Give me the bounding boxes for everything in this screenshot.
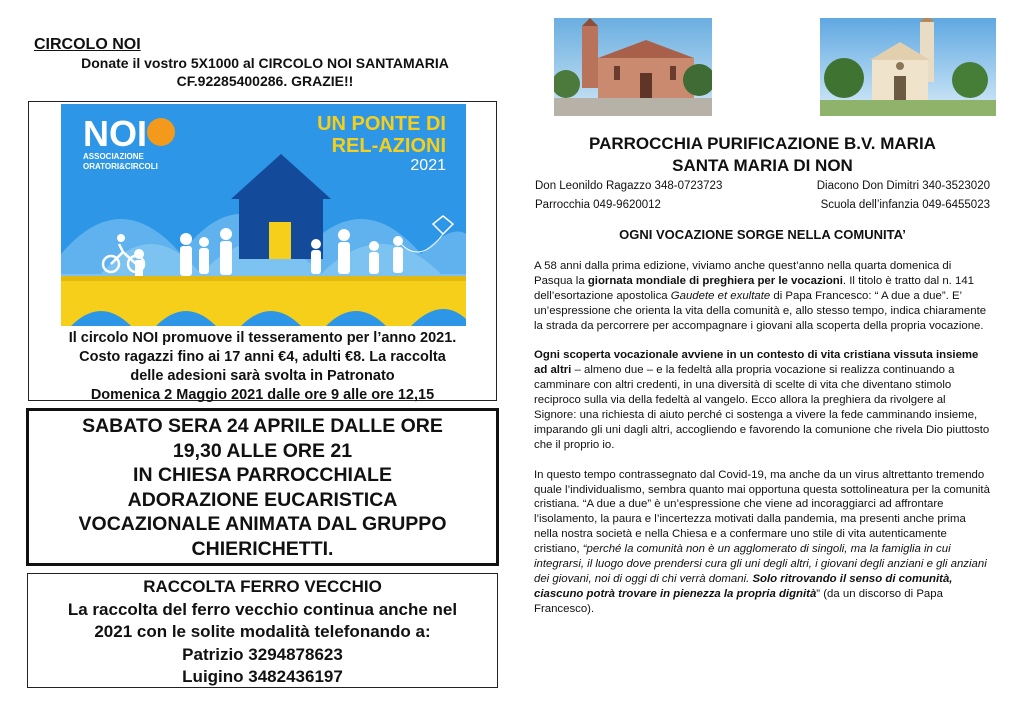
tesseramento-line-3: delle adesioni sarà svolta in Patronato	[130, 368, 395, 384]
p3-bold-italic: Solo ritrovando il senso di comunità, ciascuno potrà trovare in pienezza la propria dignità	[534, 573, 953, 600]
church-photo-1	[554, 18, 712, 116]
ferro-line-5: Luigino 3482436197	[182, 667, 343, 686]
noi-sun-icon	[147, 118, 175, 146]
contact-don: Don Leonildo Ragazzo 348-0723723	[535, 180, 723, 192]
ferro-line-1: RACCOLTA FERRO VECCHIO	[143, 577, 382, 596]
p1-text-e: di Papa Francesco: “ A due a due”. E’ un’espressione che orienta la vita della comunità e, allo stesso tempo, indica chiaramente la strada da percorrere per accompagnare i giovani alla scoperta della propria vocazione.	[534, 289, 987, 332]
noi-box	[28, 101, 497, 401]
parish-name-line-2: SANTA MARIA DI NON	[672, 156, 853, 175]
noi-logo-sub2: ORATORI&CIRCOLI	[83, 162, 158, 171]
parish-name-line-1: PARROCCHIA PURIFICAZIONE B.V. MARIA	[589, 134, 936, 153]
p3-text-a: In questo tempo contrassegnato dal Covid-19, ma anche da un virus altrettanto tremendo quale l’individualismo, sembra quanto mai opportuna questa sottolineatura per la comunità cristiana. “A due a due” è un’espressione che viene ad incoraggiarci ad affrontare l’isolamento, la paura e l’incertezza motivati dalla pandemia, ma presenti anche prima nella nostra società e nella Chiesa e a confermare uno stile di vita autenticamente cristiano,	[534, 468, 990, 556]
tesseramento-text	[29, 329, 496, 405]
donate-line-1: Donate il vostro 5X1000 al CIRCOLO NOI SANTAMARIA	[81, 55, 449, 71]
p3-text-d: ” (da un discorso di Papa Francesco).	[534, 587, 943, 615]
sabato-line-1: SABATO SERA 24 APRILE DALLE ORE	[82, 415, 443, 437]
sabato-line-5: VOCAZIONALE ANIMATA DAL GRUPPO	[78, 513, 447, 535]
article-title: OGNI VOCAZIONE SORGE NELLA COMUNITA’	[619, 227, 906, 242]
contacts-row-1	[535, 177, 990, 196]
adorazione-notice	[26, 408, 499, 566]
tesseramento-line-1: Il circolo NOI promuove il tesseramento per l’anno 2021.	[68, 330, 457, 346]
contact-scuola: Scuola dell’infanzia 049-6455023	[820, 199, 990, 211]
banner-year: 2021	[410, 157, 446, 174]
ferro-line-4: Patrizio 3294878623	[182, 644, 343, 664]
ferro-line-2: La raccolta del ferro vecchio continua anche nel	[67, 599, 458, 619]
ferro-vecchio-notice	[27, 573, 498, 688]
noi-logo-sub1: ASSOCIAZIONE	[83, 152, 144, 161]
noi-logo-text: NOI	[83, 113, 148, 154]
parish-name	[535, 133, 990, 177]
circolo-title: CIRCOLO NOI	[34, 36, 141, 53]
tesseramento-line-4: Domenica 2 Maggio 2021 dalle ore 9 alle ore 12,15	[90, 387, 435, 403]
p1-bold: giornata mondiale di preghiera per le vocazioni	[587, 274, 843, 287]
article-body	[534, 259, 990, 617]
sabato-line-3: IN CHIESA PARROCCHIALE	[133, 464, 392, 486]
donate-line-2: CF.92285400286. GRAZIE!!	[176, 73, 354, 89]
p1-italic: Gaudete et exultate	[670, 289, 771, 302]
contact-parrocchia: Parrocchia 049-9620012	[535, 199, 661, 211]
ferro-line-3: 2021 con le solite modalità telefonando a:	[94, 622, 431, 641]
sabato-line-4: ADORAZIONE EUCARISTICA	[127, 488, 398, 511]
contact-diacono: Diacono Don Dimitri 340-3523020	[816, 180, 990, 192]
tesseramento-line-2: Costo ragazzi fino ai 17 anni €4, adulti €8. La raccolta	[79, 349, 446, 365]
p1-text-a: A 58 anni dalla prima edizione, viviamo anche quest’anno nella quarta domenica di Pasqua la	[534, 260, 952, 287]
sabato-line-6: CHIERICHETTI.	[191, 537, 334, 560]
noi-banner-image	[61, 104, 466, 326]
banner-headline-1: UN PONTE DI	[317, 113, 446, 135]
article-paragraph-1	[534, 259, 990, 334]
banner-headline-2: REL-AZIONI	[331, 135, 446, 157]
p2-bold: Ogni scoperta vocazionale avviene in un contesto di vita cristiana vissuta insieme ad altri	[534, 349, 979, 377]
sabato-line-2: 19,30 ALLE ORE 21	[172, 439, 353, 462]
circolo-header	[30, 36, 500, 90]
p3-italic: “perché la comunità non è un agglomerato di singoli, ma la famiglia in cui integrarsi, il luogo dove prendersi cura gli uni degli altri, i giovani degli anziani e gli anziani dei giovani, noi di oggi di chi verrà domani.	[534, 543, 987, 585]
p1-text-c: . Il titolo è tratto dal n. 141 dell’esortazione apostolica	[534, 274, 974, 302]
parish-contacts	[535, 177, 990, 215]
church-photo-2	[820, 18, 996, 116]
p2-text-b: – almeno due – e la fedeltà alla propria vocazione si realizza continuando a camminare con altri credenti, in una diversità di scelte di vita che diventano stimolo reciproco sulla via della fedeltà al vangelo. Ecco allora la preghiera da rivolgere al Signore: una richiesta di aiuto perché ci sostenga a vivere la fede camminando insieme, imparando gli uni dagli altri, accogliendo e favorendo la comunione che rivela Dio piuttosto che il proprio io.	[534, 364, 990, 451]
article-paragraph-2	[534, 348, 990, 452]
banner-illustration	[61, 104, 466, 326]
article-paragraph-3	[534, 468, 990, 617]
contacts-row-2	[535, 196, 990, 215]
